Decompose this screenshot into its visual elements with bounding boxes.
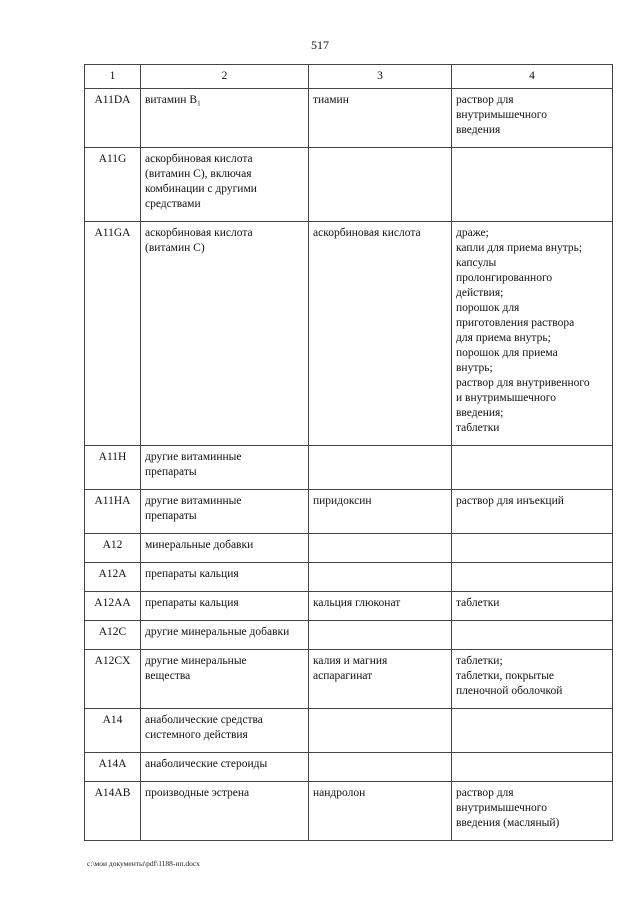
cell-text-line: аскорбиновая кислота — [145, 227, 253, 239]
cell-text-line: порошок для — [456, 302, 520, 314]
atc-code-cell: A11H — [85, 446, 141, 490]
cell-text-line: анаболические стероиды — [145, 758, 268, 770]
drug-table — [84, 64, 613, 841]
atc-code-cell: A14A — [85, 753, 141, 782]
drug-name-cell — [309, 753, 452, 782]
column-header-1: 1 — [85, 65, 141, 89]
cell-text-line: системного действия — [145, 729, 248, 741]
cell-text-line: таблетки — [456, 422, 500, 434]
cell-text-line: внутрь; — [456, 362, 493, 374]
table-row — [85, 592, 613, 621]
dosage-form-cell — [452, 534, 613, 563]
drug-name-cell — [309, 222, 452, 446]
cell-text-line: нандролон — [313, 787, 366, 799]
cell-text-line: тиамин — [313, 94, 349, 106]
atc-code-cell: A11GA — [85, 222, 141, 446]
cell-text-line: раствор для — [456, 787, 514, 799]
table-row — [85, 782, 613, 841]
cell-text-line: аскорбиновая кислота — [145, 153, 253, 165]
cell-text-line: капсулы — [456, 257, 497, 269]
cell-text-line: витамин B₁ — [145, 94, 201, 106]
cell-text-line: действия; — [456, 287, 504, 299]
cell-text-line: препараты — [145, 510, 197, 522]
cell-text-line: внутримышечного — [456, 802, 547, 814]
cell-text-line: раствор для внутривенного — [456, 377, 590, 389]
dosage-form-cell — [452, 621, 613, 650]
cell-text-line: капли для приема внутрь; — [456, 242, 583, 254]
atc-code-cell: A12A — [85, 563, 141, 592]
anatomical-group-cell — [141, 709, 309, 753]
cell-text-line: таблетки, покрытые — [456, 670, 555, 682]
anatomical-group-cell — [141, 89, 309, 148]
dosage-form-cell — [452, 709, 613, 753]
cell-text-line: (витамин C), включая — [145, 168, 252, 180]
dosage-form-cell — [452, 222, 613, 446]
cell-text-line: минеральные добавки — [145, 539, 254, 551]
cell-text-line: внутримышечного — [456, 109, 547, 121]
anatomical-group-cell — [141, 534, 309, 563]
table-row — [85, 563, 613, 592]
atc-code-cell: A11DA — [85, 89, 141, 148]
drug-name-cell — [309, 592, 452, 621]
table-row — [85, 709, 613, 753]
anatomical-group-cell — [141, 782, 309, 841]
cell-text-line: аскорбиновая кислота — [313, 227, 421, 239]
dosage-form-cell — [452, 148, 613, 222]
cell-text-line: раствор для — [456, 94, 514, 106]
drug-name-cell — [309, 709, 452, 753]
cell-text-line: порошок для приема — [456, 347, 558, 359]
drug-name-cell — [309, 621, 452, 650]
atc-code-cell: A14 — [85, 709, 141, 753]
cell-text-line: препараты — [145, 466, 197, 478]
cell-text-line: другие витаминные — [145, 495, 242, 507]
atc-code-cell: A11G — [85, 148, 141, 222]
cell-text-line: вещества — [145, 670, 191, 682]
anatomical-group-cell — [141, 650, 309, 709]
dosage-form-cell — [452, 490, 613, 534]
cell-text-line: комбинации с другими — [145, 183, 257, 195]
cell-text-line: введения; — [456, 407, 504, 419]
anatomical-group-cell — [141, 222, 309, 446]
anatomical-group-cell — [141, 621, 309, 650]
atc-code-cell: A12C — [85, 621, 141, 650]
cell-text-line: анаболические средства — [145, 714, 263, 726]
cell-text-line: приготовления раствора — [456, 317, 575, 329]
dosage-form-cell — [452, 563, 613, 592]
dosage-form-cell — [452, 592, 613, 621]
cell-text-line: пленочной оболочкой — [456, 685, 563, 697]
table-row — [85, 89, 613, 148]
cell-text-line: другие минеральные добавки — [145, 626, 290, 638]
cell-text-line: для приема внутрь; — [456, 332, 551, 344]
drug-name-cell — [309, 563, 452, 592]
column-header-2: 2 — [141, 65, 309, 89]
cell-text-line: таблетки — [456, 597, 500, 609]
drug-name-cell — [309, 650, 452, 709]
cell-text-line: производные эстрена — [145, 787, 250, 799]
anatomical-group-cell — [141, 148, 309, 222]
table-body — [85, 89, 613, 841]
drug-name-cell — [309, 446, 452, 490]
column-header-4: 4 — [452, 65, 613, 89]
cell-text-line: пролонгированного — [456, 272, 553, 284]
table-row — [85, 148, 613, 222]
anatomical-group-cell — [141, 446, 309, 490]
cell-text-line: препараты кальция — [145, 568, 239, 580]
cell-text-line: раствор для инъекций — [456, 495, 564, 507]
drug-name-cell — [309, 148, 452, 222]
cell-text-line: введения (масляный) — [456, 817, 560, 829]
table-row — [85, 446, 613, 490]
cell-text-line: другие минеральные — [145, 655, 247, 667]
cell-text-line: препараты кальция — [145, 597, 239, 609]
cell-text-line: таблетки; — [456, 655, 503, 667]
anatomical-group-cell — [141, 592, 309, 621]
dosage-form-cell — [452, 782, 613, 841]
dosage-form-cell — [452, 650, 613, 709]
table-row — [85, 534, 613, 563]
cell-text-line: пиридоксин — [313, 495, 372, 507]
footer-file-path: c:\мои документы\pdf\1188-ип.docx — [87, 859, 200, 868]
cell-text-line: калия и магния — [313, 655, 388, 667]
atc-code-cell: A12CX — [85, 650, 141, 709]
atc-code-cell: A12 — [85, 534, 141, 563]
table-row — [85, 650, 613, 709]
cell-text-line: кальция глюконат — [313, 597, 401, 609]
cell-text-line: драже; — [456, 227, 489, 239]
drug-name-cell — [309, 490, 452, 534]
cell-text-line: введения — [456, 124, 501, 136]
page-number: 517 — [311, 38, 329, 52]
drug-name-cell — [309, 534, 452, 563]
table-row — [85, 222, 613, 446]
anatomical-group-cell — [141, 490, 309, 534]
drug-name-cell — [309, 782, 452, 841]
atc-code-cell: A12AA — [85, 592, 141, 621]
atc-code-cell: A14AB — [85, 782, 141, 841]
anatomical-group-cell — [141, 563, 309, 592]
table-header-row — [85, 65, 613, 89]
cell-text-line: средствами — [145, 198, 201, 210]
dosage-form-cell — [452, 89, 613, 148]
table-row — [85, 490, 613, 534]
anatomical-group-cell — [141, 753, 309, 782]
cell-text-line: (витамин C) — [145, 242, 205, 254]
cell-text-line: другие витаминные — [145, 451, 242, 463]
dosage-form-cell — [452, 753, 613, 782]
atc-code-cell: A11HA — [85, 490, 141, 534]
cell-text-line: и внутримышечного — [456, 392, 556, 404]
drug-name-cell — [309, 89, 452, 148]
dosage-form-cell — [452, 446, 613, 490]
cell-text-line: аспарагинат — [313, 670, 373, 682]
table-row — [85, 753, 613, 782]
column-header-3: 3 — [309, 65, 452, 89]
table-row — [85, 621, 613, 650]
